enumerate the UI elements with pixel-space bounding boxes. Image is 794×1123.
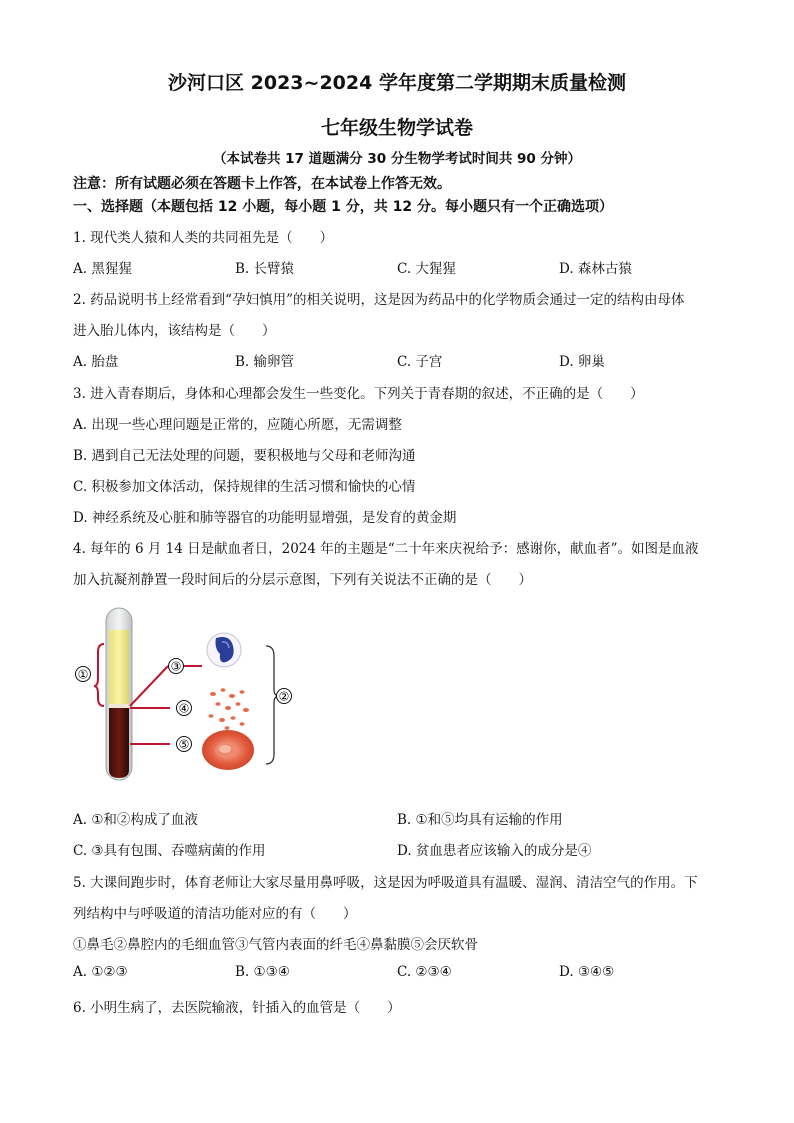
exam-info: （本试卷共 17 道题满分 30 分生物学考试时间共 90 分钟） xyxy=(212,151,582,167)
section-heading: 一、选择题（本题包括 12 小题，每小题 1 分，共 12 分。每小题只有一个正确选项） xyxy=(73,199,613,215)
option: C. ③具有包围、吞噬病菌的作用 xyxy=(73,843,266,859)
question-stem: 3. 进入青春期后，身体和心理都会发生一些变化。下列关于青春期的叙述，不正确的是（ ） xyxy=(73,386,644,402)
question-stem: 2. 药品说明书上经常看到“孕妇慎用”的相关说明，这是因为药品中的化学物质会通过一定的结构由母体 xyxy=(73,292,685,308)
question-stem: 1. 现代类人猿和人类的共同祖先是（ ） xyxy=(73,230,334,246)
option: B. ①③④ xyxy=(235,964,290,980)
bracket-plasma xyxy=(94,644,104,706)
option: D. ③④⑤ xyxy=(559,964,615,980)
option: A. ①和②构成了血液 xyxy=(73,812,198,828)
option: C. 大猩猩 xyxy=(397,261,456,277)
question-stem: 进入胎儿体内，该结构是（ ） xyxy=(73,323,276,339)
notice: 注意：所有试题必须在答题卡上作答，在本试卷上作答无效。 xyxy=(73,176,451,192)
figure-label: ① xyxy=(77,667,89,682)
question-stem: ①鼻毛②鼻腔内的毛细血管③气管内表面的纤毛④鼻黏膜⑤会厌软骨 xyxy=(73,937,478,953)
option: C. 积极参加文体活动，保持规律的生活习惯和愉快的心情 xyxy=(73,479,416,495)
option: B. 遇到自己无法处理的问题，要积极地与父母和老师沟通 xyxy=(73,448,416,464)
option: D. 神经系统及心脏和肺等器官的功能明显增强，是发育的黄金期 xyxy=(73,510,457,526)
option: C. 子宫 xyxy=(397,354,443,370)
option: B. 长臂猿 xyxy=(235,261,295,277)
option: D. 贫血患者应该输入的成分是④ xyxy=(397,843,592,859)
option: D. 卵巢 xyxy=(559,354,605,370)
option: A. ①②③ xyxy=(73,964,128,980)
option: D. 森林古猿 xyxy=(559,261,632,277)
figure-label: ③ xyxy=(170,659,182,674)
blood-layer-figure xyxy=(70,604,300,786)
option: C. ②③④ xyxy=(397,964,452,980)
option: B. 输卵管 xyxy=(235,354,295,370)
brace-blood-cells xyxy=(266,646,280,764)
option: A. 黑猩猩 xyxy=(73,261,132,277)
buffy-coat-layer xyxy=(109,704,129,708)
platelets xyxy=(209,688,250,730)
exam-title: 沙河口区 2023~2024 学年度第二学期期末质量检测 xyxy=(168,72,626,94)
question-stem: 6. 小明生病了，去医院输液，针插入的血管是（ ） xyxy=(73,1000,401,1016)
option: A. 胎盘 xyxy=(73,354,119,370)
figure-label: ⑤ xyxy=(178,737,190,752)
question-stem: 加入抗凝剂静置一段时间后的分层示意图，下列有关说法不正确的是（ ） xyxy=(73,572,532,588)
option: B. ①和⑤均具有运输的作用 xyxy=(397,812,563,828)
question-stem: 列结构中与呼吸道的清洁功能对应的有（ ） xyxy=(73,906,357,922)
figure-label: ② xyxy=(278,689,290,704)
plasma-layer xyxy=(109,630,129,706)
red-cell-layer xyxy=(109,708,129,778)
red-blood-cell xyxy=(202,730,254,770)
question-stem: 4. 每年的 6 月 14 日是献血者日，2024 年的主题是“二十年来庆祝给予：感谢你，献血者”。如图是血液 xyxy=(73,541,699,557)
option: A. 出现一些心理问题是正常的，应随心所愿，无需调整 xyxy=(73,417,402,433)
figure-label: ④ xyxy=(178,701,190,716)
question-stem: 5. 大课间跑步时，体育老师让大家尽量用鼻呼吸，这是因为呼吸道具有温暖、湿润、清洁空气的作用。下 xyxy=(73,875,698,891)
white-blood-cell xyxy=(207,633,241,667)
exam-subtitle: 七年级生物学试卷 xyxy=(320,117,473,139)
